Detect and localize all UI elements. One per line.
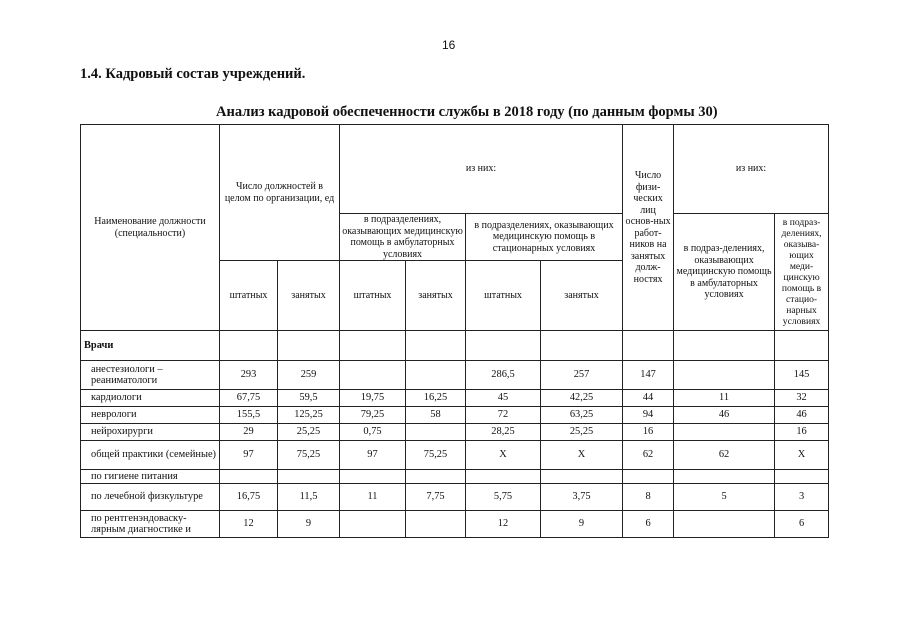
header-persons-stationary: в подраз-делениях, оказыва-ющих меди-цинскую помощь в стацио-нарных условиях (775, 214, 829, 331)
header-of-them: из них: (340, 125, 623, 214)
table-cell (674, 361, 775, 390)
table-cell: 5 (674, 484, 775, 511)
header-occupied: занятых (541, 261, 623, 331)
table-cell (674, 511, 775, 538)
table-cell: 32 (775, 390, 829, 407)
table-cell: 6 (775, 511, 829, 538)
table-cell (406, 424, 466, 441)
header-ambulatory: в подразделениях, оказывающих медицинскую помощь в амбулаторных условиях (340, 214, 466, 261)
table-cell: 29 (220, 424, 278, 441)
table-cell: 125,25 (278, 407, 340, 424)
header-occupied: занятых (406, 261, 466, 331)
row-name: общей практики (семейные) (81, 441, 220, 470)
table-cell: 28,25 (466, 424, 541, 441)
table-cell: 25,25 (278, 424, 340, 441)
table-row (81, 484, 829, 511)
table-cell: 44 (623, 390, 674, 407)
table-cell: 75,25 (278, 441, 340, 470)
table-cell: 45 (466, 390, 541, 407)
table-row (81, 407, 829, 424)
table-cell: 16,75 (220, 484, 278, 511)
table-row (81, 424, 829, 441)
table-cell: 12 (220, 511, 278, 538)
table-cell: 58 (406, 407, 466, 424)
row-name: по гигиене питания (81, 470, 220, 484)
row-name: по рентгенэндоваску-лярным диагностике и (81, 511, 220, 538)
table-cell (466, 470, 541, 484)
table-cell: 75,25 (406, 441, 466, 470)
table-cell: 46 (674, 407, 775, 424)
header-staffed: штатных (340, 261, 406, 331)
table-cell: 62 (674, 441, 775, 470)
table-cell: 5,75 (466, 484, 541, 511)
table-cell: 7,75 (406, 484, 466, 511)
table-cell (340, 470, 406, 484)
table-row (81, 361, 829, 390)
table-cell: 257 (541, 361, 623, 390)
table-cell: 9 (278, 511, 340, 538)
table-cell: 62 (623, 441, 674, 470)
header-of-them-2: из них: (674, 125, 829, 214)
header-name: Наименование должности (специальности) (81, 125, 220, 331)
section-title: 1.4. Кадровый состав учреждений. (80, 66, 306, 82)
table-cell (340, 511, 406, 538)
table-cell (674, 424, 775, 441)
table-cell: X (775, 441, 829, 470)
table-cell: 8 (623, 484, 674, 511)
table-cell: 94 (623, 407, 674, 424)
row-name: анестезиологи – реаниматологи (81, 361, 220, 390)
table-cell: 145 (775, 361, 829, 390)
table-cell: 259 (278, 361, 340, 390)
group-label: Врачи (81, 331, 220, 361)
header-stationary: в подразделениях, оказывающих медицинскую помощь в стационарных условиях (466, 214, 623, 261)
header-total: Число должностей в целом по организации, ед (220, 125, 340, 261)
table-cell: 12 (466, 511, 541, 538)
table-cell: 11,5 (278, 484, 340, 511)
table-cell: 46 (775, 407, 829, 424)
table-cell: 25,25 (541, 424, 623, 441)
table-row (81, 511, 829, 538)
row-name: нейрохирурги (81, 424, 220, 441)
table-cell (541, 470, 623, 484)
table-cell: 42,25 (541, 390, 623, 407)
table-cell: 11 (674, 390, 775, 407)
table-row (81, 390, 829, 407)
table-cell: 72 (466, 407, 541, 424)
header-persons-ambulatory: в подраз-делениях, оказывающих медицинскую помощь в амбулаторных условиях (674, 214, 775, 331)
header-persons: Число физи-ческих лиц основ-ных работ-ников на занятых долж-ностях (623, 125, 674, 331)
table-cell: 286,5 (466, 361, 541, 390)
table-cell: X (466, 441, 541, 470)
table-cell: 63,25 (541, 407, 623, 424)
table-cell: 97 (220, 441, 278, 470)
table-row (81, 441, 829, 470)
table-cell (623, 470, 674, 484)
group-row (81, 331, 829, 361)
staffing-table (80, 124, 829, 538)
table-cell: 155,5 (220, 407, 278, 424)
table-cell: 147 (623, 361, 674, 390)
table-cell: 97 (340, 441, 406, 470)
table-row (81, 470, 829, 484)
table-cell (775, 470, 829, 484)
table-cell (278, 470, 340, 484)
table-cell: 16 (623, 424, 674, 441)
header-staffed: штатных (466, 261, 541, 331)
table-cell (406, 470, 466, 484)
table-cell: 3 (775, 484, 829, 511)
table-cell: 6 (623, 511, 674, 538)
table-cell: 0,75 (340, 424, 406, 441)
page-number: 16 (442, 38, 456, 52)
table-cell: 16 (775, 424, 829, 441)
table-cell: 16,25 (406, 390, 466, 407)
table-cell (406, 361, 466, 390)
table-cell: 9 (541, 511, 623, 538)
table-cell: 79,25 (340, 407, 406, 424)
row-name: кардиологи (81, 390, 220, 407)
table-cell: X (541, 441, 623, 470)
table-cell (220, 470, 278, 484)
table-cell (674, 470, 775, 484)
table-cell: 3,75 (541, 484, 623, 511)
header-staffed: штатных (220, 261, 278, 331)
table-cell (406, 511, 466, 538)
table-cell: 59,5 (278, 390, 340, 407)
table-cell: 19,75 (340, 390, 406, 407)
table-cell: 67,75 (220, 390, 278, 407)
table-cell: 11 (340, 484, 406, 511)
table-cell: 293 (220, 361, 278, 390)
row-name: по лечебной физкультуре (81, 484, 220, 511)
row-name: неврологи (81, 407, 220, 424)
table-cell (340, 361, 406, 390)
table-title: Анализ кадровой обеспеченности службы в 2018 году (по данным формы 30) (216, 104, 718, 120)
header-occupied: занятых (278, 261, 340, 331)
